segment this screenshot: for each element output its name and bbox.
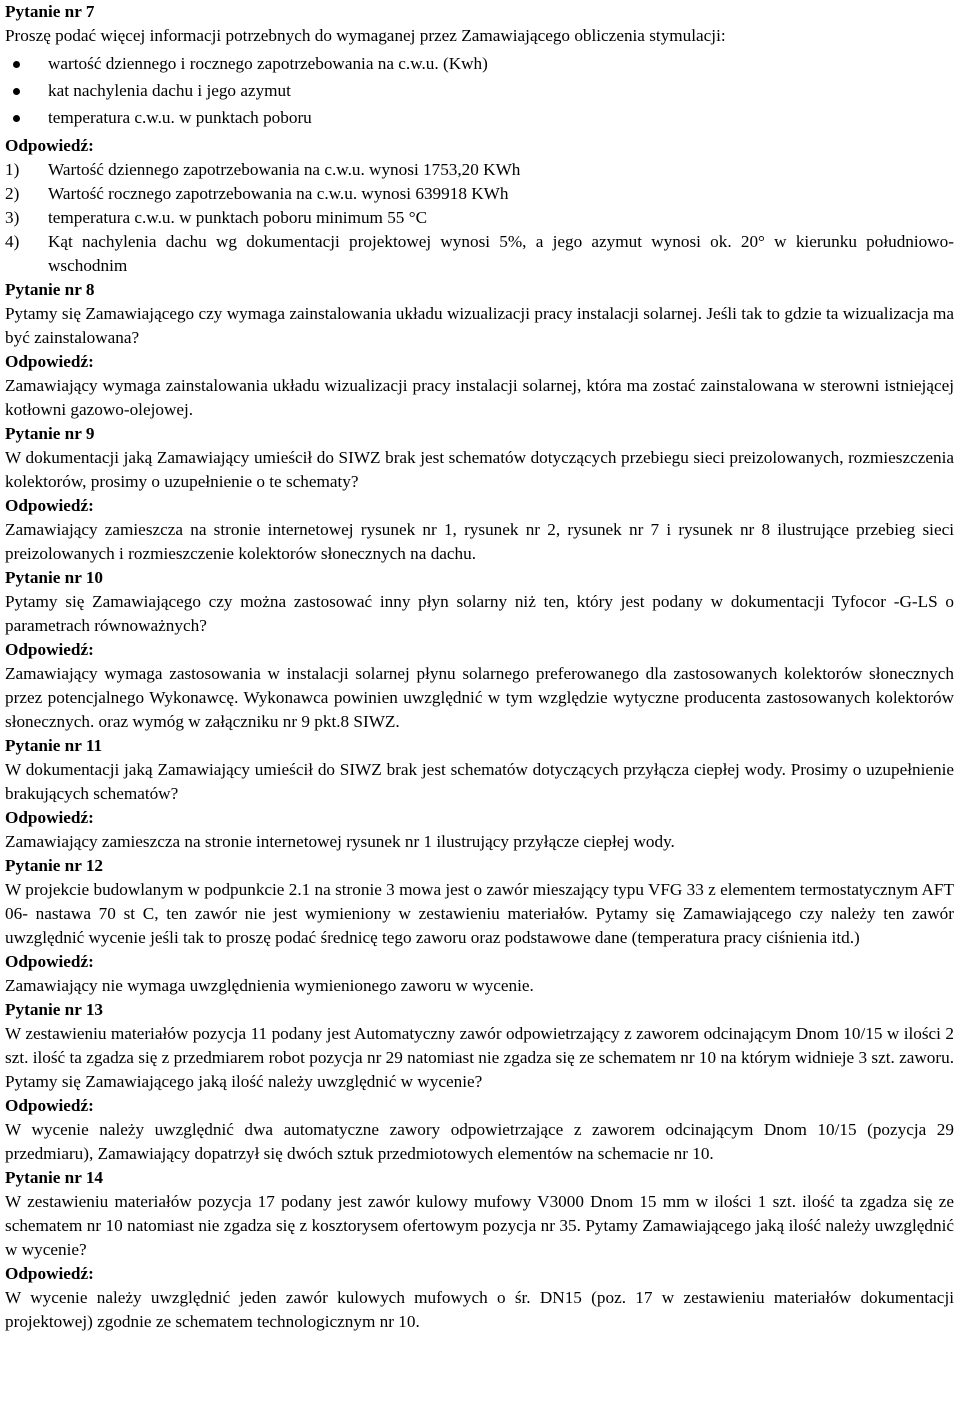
- question-9-title: Pytanie nr 9: [5, 424, 95, 443]
- answer-11-label: Odpowiedź:: [5, 808, 94, 827]
- answer-9-label: Odpowiedź:: [5, 496, 94, 515]
- question-10-text: Pytamy się Zamawiającego czy można zastosować inny płyn solarny niż ten, który jest podany w dokumentacji Tyfocor -G-LS o parametrach równoważnych?: [5, 592, 954, 635]
- question-14-title: Pytanie nr 14: [5, 1168, 104, 1187]
- item-number: 3): [5, 208, 20, 227]
- item-text: Wartość rocznego zapotrzebowania na c.w.u. wynosi 639918 KWh: [48, 184, 509, 203]
- answer-8-text: Zamawiający wymaga zainstalowania układu wizualizacji pracy instalacji solarnej, która ma zostać zainstalowana w sterowni istniejącej kotłowni gazowo-olejowej.: [5, 376, 954, 419]
- answer-7-list: [5, 158, 954, 278]
- question-14: [5, 1166, 954, 1334]
- answer-13-text: W wycenie należy uwzględnić dwa automatyczne zawory odpowietrzające z zaworem odcinającym Dnom 10/15 (pozycja 29 przedmiaru), Zamawiający dopatrzył się dwóch sztuk przedmiotowych elementów na schemacie nr 10.: [5, 1120, 954, 1163]
- answer-14-label: Odpowiedź:: [5, 1264, 94, 1283]
- question-12: [5, 854, 954, 998]
- question-13-text: W zestawieniu materiałów pozycja 11 podany jest Automatyczny zawór odpowietrzający z zaworem odcinającym Dnom 10/15 w ilości 2 szt. ilość ta zgadza się z przedmiarem robot pozycja nr 29 natomiast nie zgadza się ze schematem nr 10 na którym widnieje 3 szt. zaworu. Pytamy się Zamawiającego jaką ilość należy uwzględnić w wycenie?: [5, 1024, 954, 1091]
- answer-13-label: Odpowiedź:: [5, 1096, 94, 1115]
- item-text: Kąt nachylenia dachu wg dokumentacji projektowej wynosi 5%, a jego azymut wynosi ok. 20° w kierunku południowo-wschodnim: [48, 232, 954, 275]
- question-8-text: Pytamy się Zamawiającego czy wymaga zainstalowania układu wizualizacji pracy instalacji solarnej. Jeśli tak to gdzie ta wizualizacja ma być zainstalowana?: [5, 304, 954, 347]
- bullet-item: kat nachylenia dachu i jego azymut: [5, 79, 954, 103]
- question-8-title: Pytanie nr 8: [5, 280, 95, 299]
- item-number: 2): [5, 184, 20, 203]
- question-9: [5, 422, 954, 566]
- answer-12-label: Odpowiedź:: [5, 952, 94, 971]
- question-13-title: Pytanie nr 13: [5, 1000, 104, 1019]
- question-14-text: W zestawieniu materiałów pozycja 17 podany jest zawór kulowy mufowy V3000 Dnom 15 mm w ilości 1 szt. ilość ta zgadza się ze schematem nr 10 natomiast nie zgadza się z kosztorysem ofertowym pozycja nr 35. Pytamy Zamawiającego jaką ilość należy uwzględnić w wycenie?: [5, 1192, 954, 1259]
- question-7-bullet-list: [5, 52, 954, 130]
- bullet-item: temperatura c.w.u. w punktach poboru: [5, 106, 954, 130]
- question-10: [5, 566, 954, 734]
- question-7: [5, 0, 954, 278]
- answer-item: [5, 230, 954, 278]
- answer-12-text: Zamawiający nie wymaga uwzględnienia wymienionego zaworu w wycenie.: [5, 976, 534, 995]
- question-12-text: W projekcie budowlanym w podpunkcie 2.1 na stronie 3 mowa jest o zawór mieszający typu VFG 33 z elementem termostatycznym AFT 06- nastawa 70 st C, ten zawór nie jest wymieniony w zestawieniu materiałów. Pytamy się Zamawiającego czy należy ten zawór uwzględnić wycenie jeśli tak to proszę podać średnicę tego zaworu oraz podstawowe dane (temperatura pracy ciśnienia itd.): [5, 880, 954, 947]
- question-11-text: W dokumentacji jaką Zamawiający umieścił do SIWZ brak jest schematów dotyczących przyłącza ciepłej wody. Prosimy o uzupełnienie brakujących schematów?: [5, 760, 954, 803]
- question-11-title: Pytanie nr 11: [5, 736, 103, 755]
- answer-10-label: Odpowiedź:: [5, 640, 94, 659]
- answer-8-label: Odpowiedź:: [5, 352, 94, 371]
- question-8: [5, 278, 954, 422]
- question-7-title: Pytanie nr 7: [5, 2, 95, 21]
- item-text: temperatura c.w.u. w punktach poboru minimum 55 °C: [48, 208, 428, 227]
- answer-7-label: Odpowiedź:: [5, 136, 94, 155]
- answer-10-text: Zamawiający wymaga zastosowania w instalacji solarnej płynu solarnego preferowanego dla zastosowanych kolektorów słonecznych przez potencjalnego Wykonawcę. Wykonawca powinien uwzględnić w tym względzie wytyczne producenta zastosowanych kolektorów słonecznych. oraz wymóg w załączniku nr 9 pkt.8 SIWZ.: [5, 664, 954, 731]
- answer-item: [5, 182, 954, 206]
- question-9-text: W dokumentacji jaką Zamawiający umieścił do SIWZ brak jest schematów dotyczących przebiegu sieci preizolowanych, rozmieszczenia kolektorów, prosimy o uzupełnienie o te schematy?: [5, 448, 954, 491]
- question-12-title: Pytanie nr 12: [5, 856, 104, 875]
- answer-item: [5, 158, 954, 182]
- question-11: [5, 734, 954, 854]
- item-number: 1): [5, 160, 20, 179]
- item-number: 4): [5, 232, 20, 251]
- answer-14-text: W wycenie należy uwzględnić jeden zawór kulowych mufowych o śr. DN15 (poz. 17 w zestawieniu materiałów dokumentacji projektowej) zgodnie ze schematem technologicznym nr 10.: [5, 1288, 954, 1331]
- answer-item: [5, 206, 954, 230]
- question-10-title: Pytanie nr 10: [5, 568, 104, 587]
- answer-11-text: Zamawiający zamieszcza na stronie internetowej rysunek nr 1 ilustrujący przyłącze ciepłej wody.: [5, 832, 675, 851]
- bullet-item: wartość dziennego i rocznego zapotrzebowania na c.w.u. (Kwh): [5, 52, 954, 76]
- question-7-text: Proszę podać więcej informacji potrzebnych do wymaganej przez Zamawiającego obliczenia stymulacji:: [5, 26, 726, 45]
- answer-9-text: Zamawiający zamieszcza na stronie internetowej rysunek nr 1, rysunek nr 2, rysunek nr 7 i rysunek nr 8 ilustrujące przebieg sieci preizolowanych i rozmieszczenie kolektorów słonecznych na dachu.: [5, 520, 954, 563]
- item-text: Wartość dziennego zapotrzebowania na c.w.u. wynosi 1753,20 KWh: [48, 160, 521, 179]
- question-13: [5, 998, 954, 1166]
